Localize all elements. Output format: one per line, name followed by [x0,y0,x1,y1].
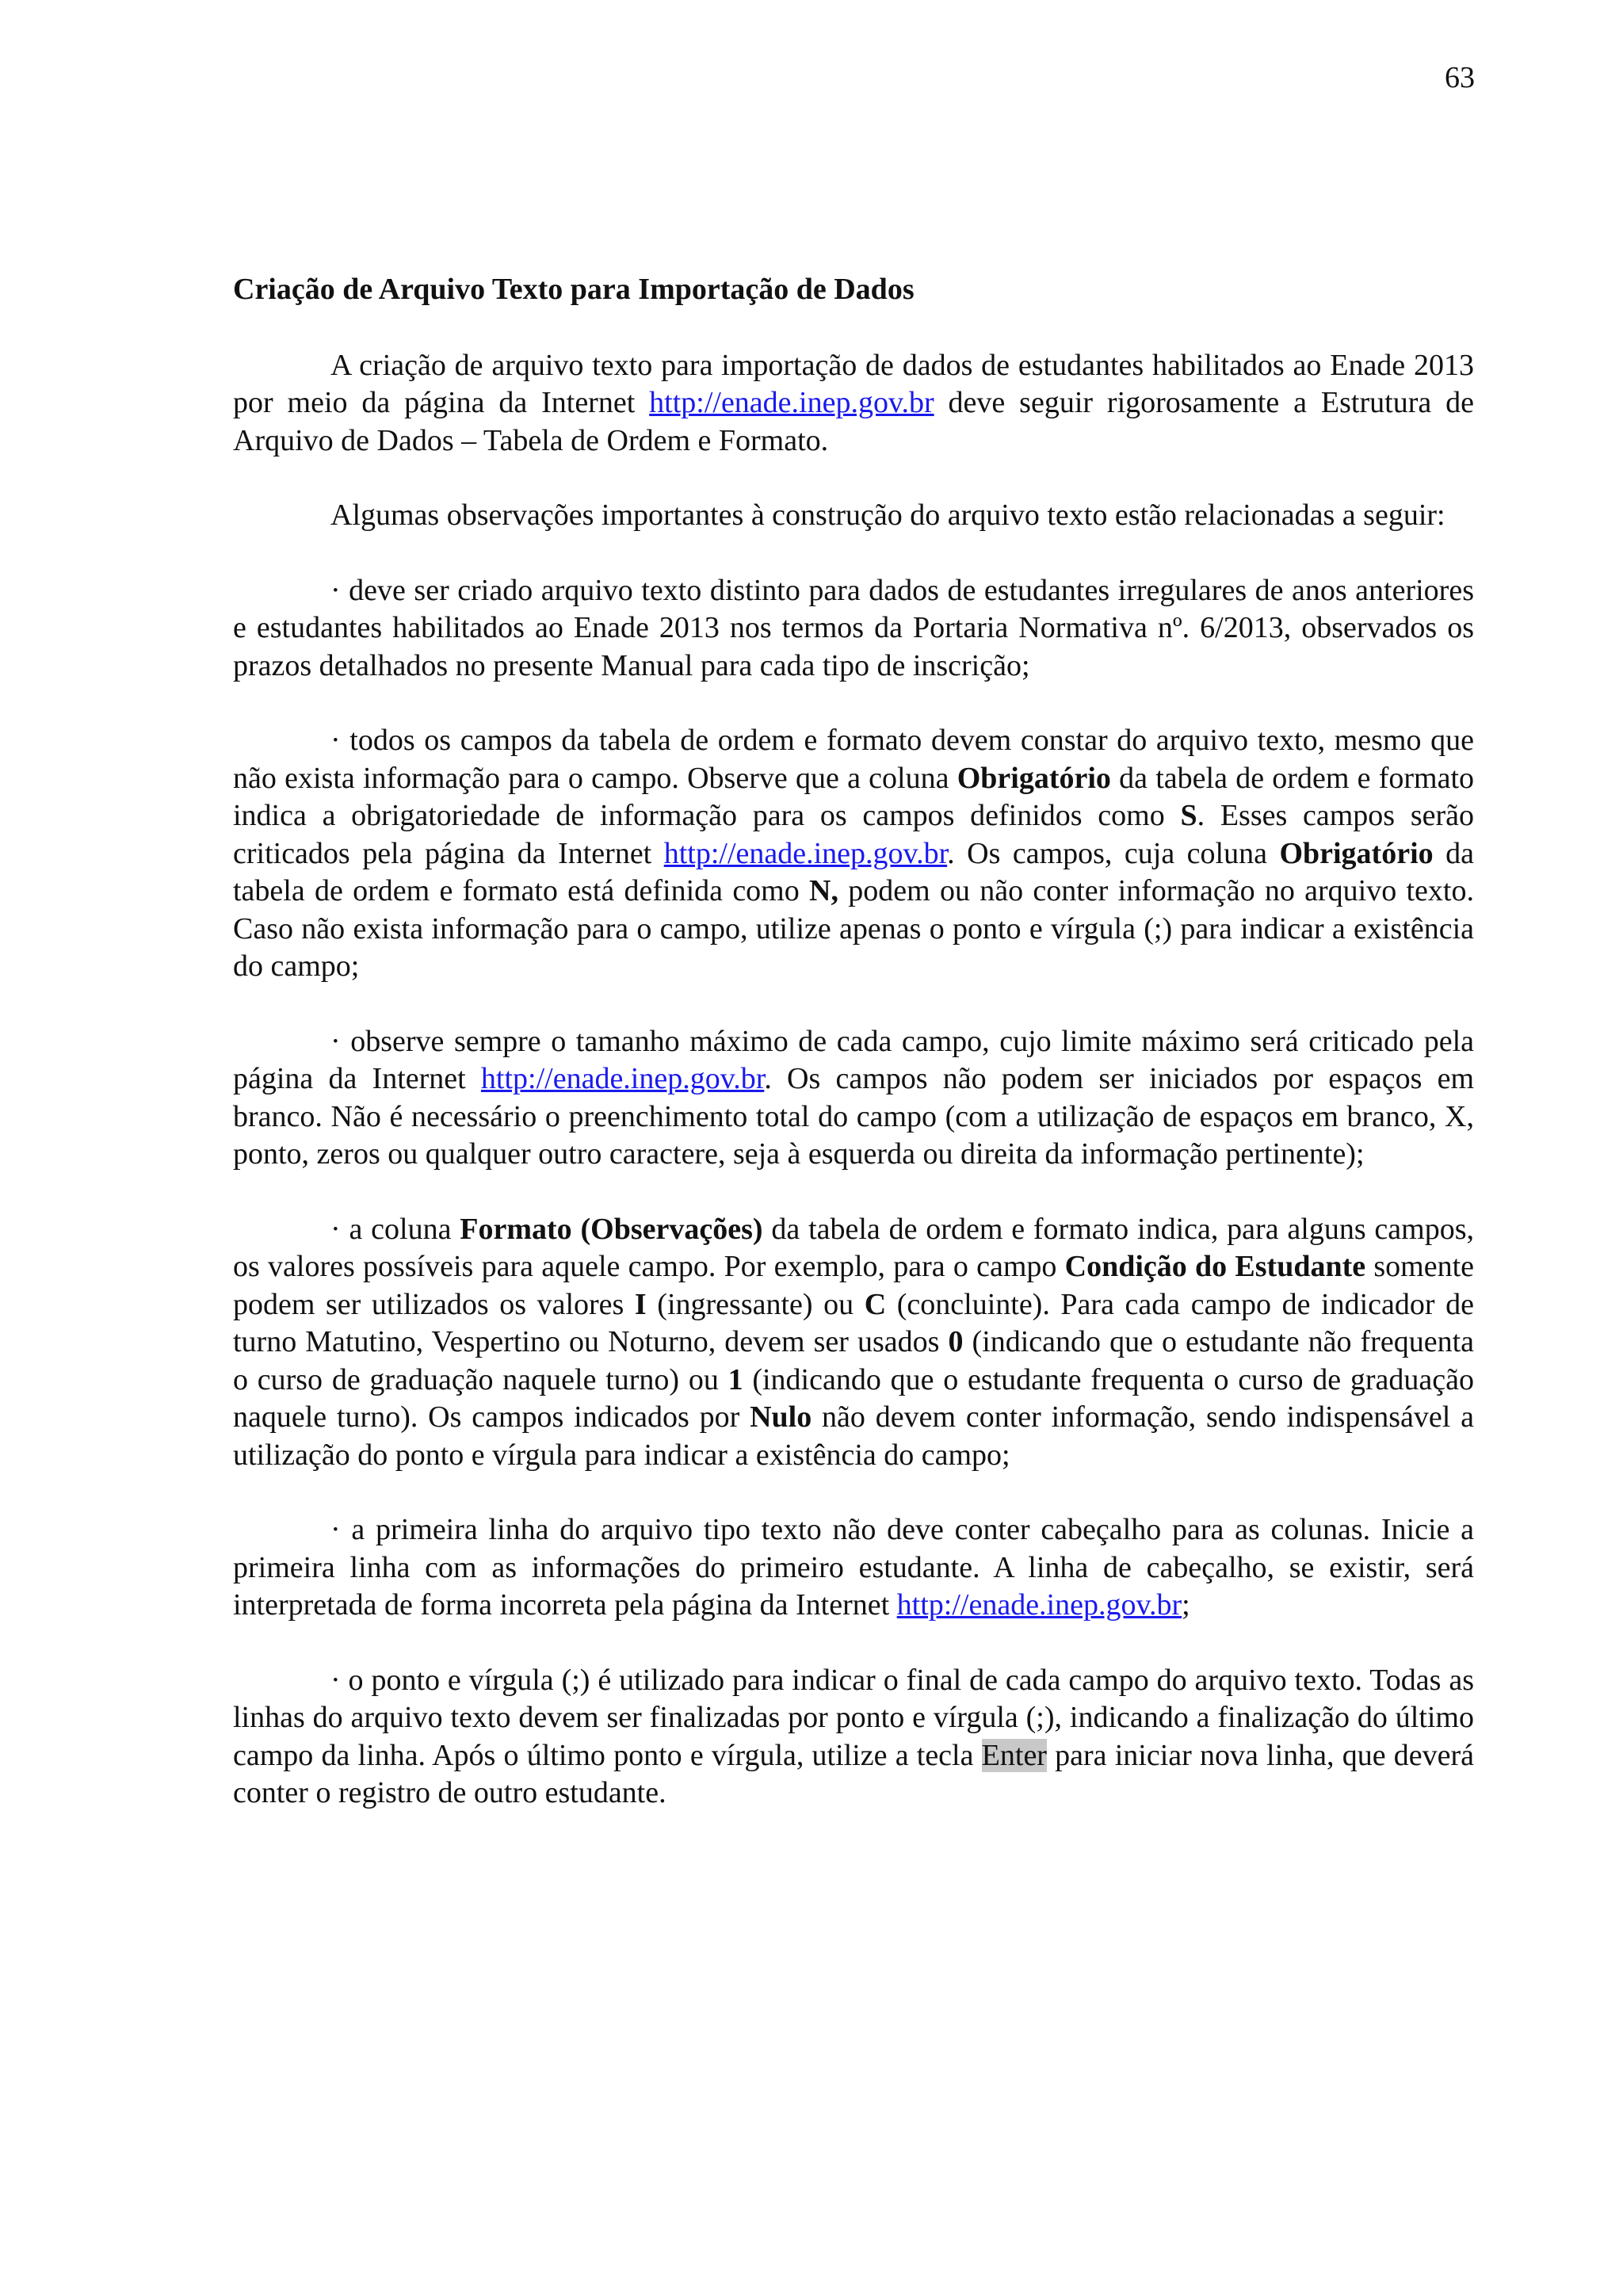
bold-term: Nulo [750,1400,812,1434]
document-body [233,271,1474,1850]
paragraph-bullet-distinct-files [233,572,1474,686]
bold-term: I [634,1287,647,1321]
text-run: · todos os campos da tabela de ordem e formato devem constar do arquivo texto, mesmo que não exista informação para o campo. Observe que a coluna [233,724,1474,795]
text-run: Algumas observações importantes à construção do arquivo texto estão relacionadas a seguir: [330,499,1445,532]
text-run: podem ou não conter informação no arquivo texto. Caso não exista informação para o campo, utilize apenas o ponto e vírgula (;) para indicar a existência do campo; [233,874,1474,983]
bold-term: S [1180,799,1197,832]
text-run: deve seguir rigorosamente a Estrutura de Arquivo de Dados – Tabela de Ordem e Formato. [233,386,1474,457]
bold-term: N, [809,874,838,907]
text-run: para iniciar nova linha, que deverá conter o registro de outro estudante. [233,1738,1475,1809]
text-run: A criação de arquivo texto para importação de dados de estudantes habilitados ao Enade 2013 por meio da página da Internet [233,348,1474,419]
text-run: · o ponto e vírgula (;) é utilizado para indicar o final de cada campo do arquivo texto. Todas as linhas do arquivo texto devem ser finalizadas por ponto e vírgula (;), indicando a finalização do último campo da linha. Após o último ponto e vírgula, utilize a tecla [233,1663,1474,1772]
bold-term: 1 [727,1362,743,1396]
text-run: da tabela de ordem e formato indica a obrigatoriedade de informação para os campos definidos como [233,761,1474,832]
text-run: (concluinte). Para cada campo de indicador de turno Matutino, Vespertino ou Noturno, devem ser usados [233,1287,1474,1358]
bold-term: Formato (Observações) [460,1212,763,1246]
text-run: (ingressante) ou [646,1287,865,1321]
paragraph-bullet-all-fields [233,722,1474,986]
paragraph-bullet-no-header [233,1511,1474,1625]
text-run: · deve ser criado arquivo texto distinto para dados de estudantes irregulares de anos anteriores e estudantes habilitados ao Enade 2013 nos termos da Portaria Normativa nº. 6/2013, observados os prazos detalhados no presente Manual para cada tipo de inscrição; [233,573,1474,682]
bold-term: Condição do Estudante [1064,1250,1366,1283]
text-run: somente podem ser utilizados os valores [233,1250,1475,1321]
bold-term: 0 [948,1325,964,1358]
bold-term: Obrigatório [1279,836,1434,870]
page-number: 63 [1445,61,1475,94]
text-run: não devem conter informação, sendo indispensável a utilização do ponto e vírgula para indicar a existência do campo; [233,1400,1474,1472]
text-run: · a coluna [330,1212,460,1246]
enter-key-highlight: Enter [981,1738,1047,1772]
text-run: ; [1182,1588,1190,1622]
enade-link[interactable]: http://enade.inep.gov.br [663,836,948,870]
text-run: · observe sempre o tamanho máximo de cada campo, cujo limite máximo será criticado pela página da Internet [233,1024,1474,1095]
enade-link[interactable]: http://enade.inep.gov.br [480,1062,765,1095]
text-run: (indicando que o estudante não frequenta o curso de graduação naquele turno) ou [233,1325,1474,1396]
text-run: da tabela de ordem e formato está definida como [233,836,1474,907]
enade-link[interactable]: http://enade.inep.gov.br [649,386,934,419]
paragraph-intro [233,347,1474,460]
paragraph-observations-intro [233,497,1474,535]
paragraph-bullet-max-size [233,1023,1474,1174]
paragraph-bullet-format-column [233,1211,1474,1475]
text-run: . Os campos, cuja coluna [947,836,1280,870]
enade-link[interactable]: http://enade.inep.gov.br [896,1588,1182,1622]
bold-term: C [864,1287,887,1321]
text-run: . Esses campos serão criticados pela página da Internet [233,799,1474,870]
paragraph-bullet-semicolon [233,1662,1474,1813]
text-run: . Os campos não podem ser iniciados por espaços em branco. Não é necessário o preenchimento total do campo (com a utilização de espaços em branco, X, ponto, zeros ou qualquer outro caractere, seja à esquerda ou direita da informação pertinente); [233,1062,1474,1171]
bold-term: Obrigatório [957,761,1111,795]
text-run: · a primeira linha do arquivo tipo texto não deve conter cabeçalho para as colunas. Inicie a primeira linha com as informações do primeiro estudante. A linha de cabeçalho, se existir, será interpretada de forma incorreta pela página da Internet [233,1513,1474,1622]
section-title: Criação de Arquivo Texto para Importação de Dados [233,273,915,306]
text-run: da tabela de ordem e formato indica, para alguns campos, os valores possíveis para aquele campo. Por exemplo, para o campo [233,1212,1475,1283]
text-run: (indicando que o estudante frequenta o curso de graduação naquele turno). Os campos indicados por [233,1362,1474,1434]
